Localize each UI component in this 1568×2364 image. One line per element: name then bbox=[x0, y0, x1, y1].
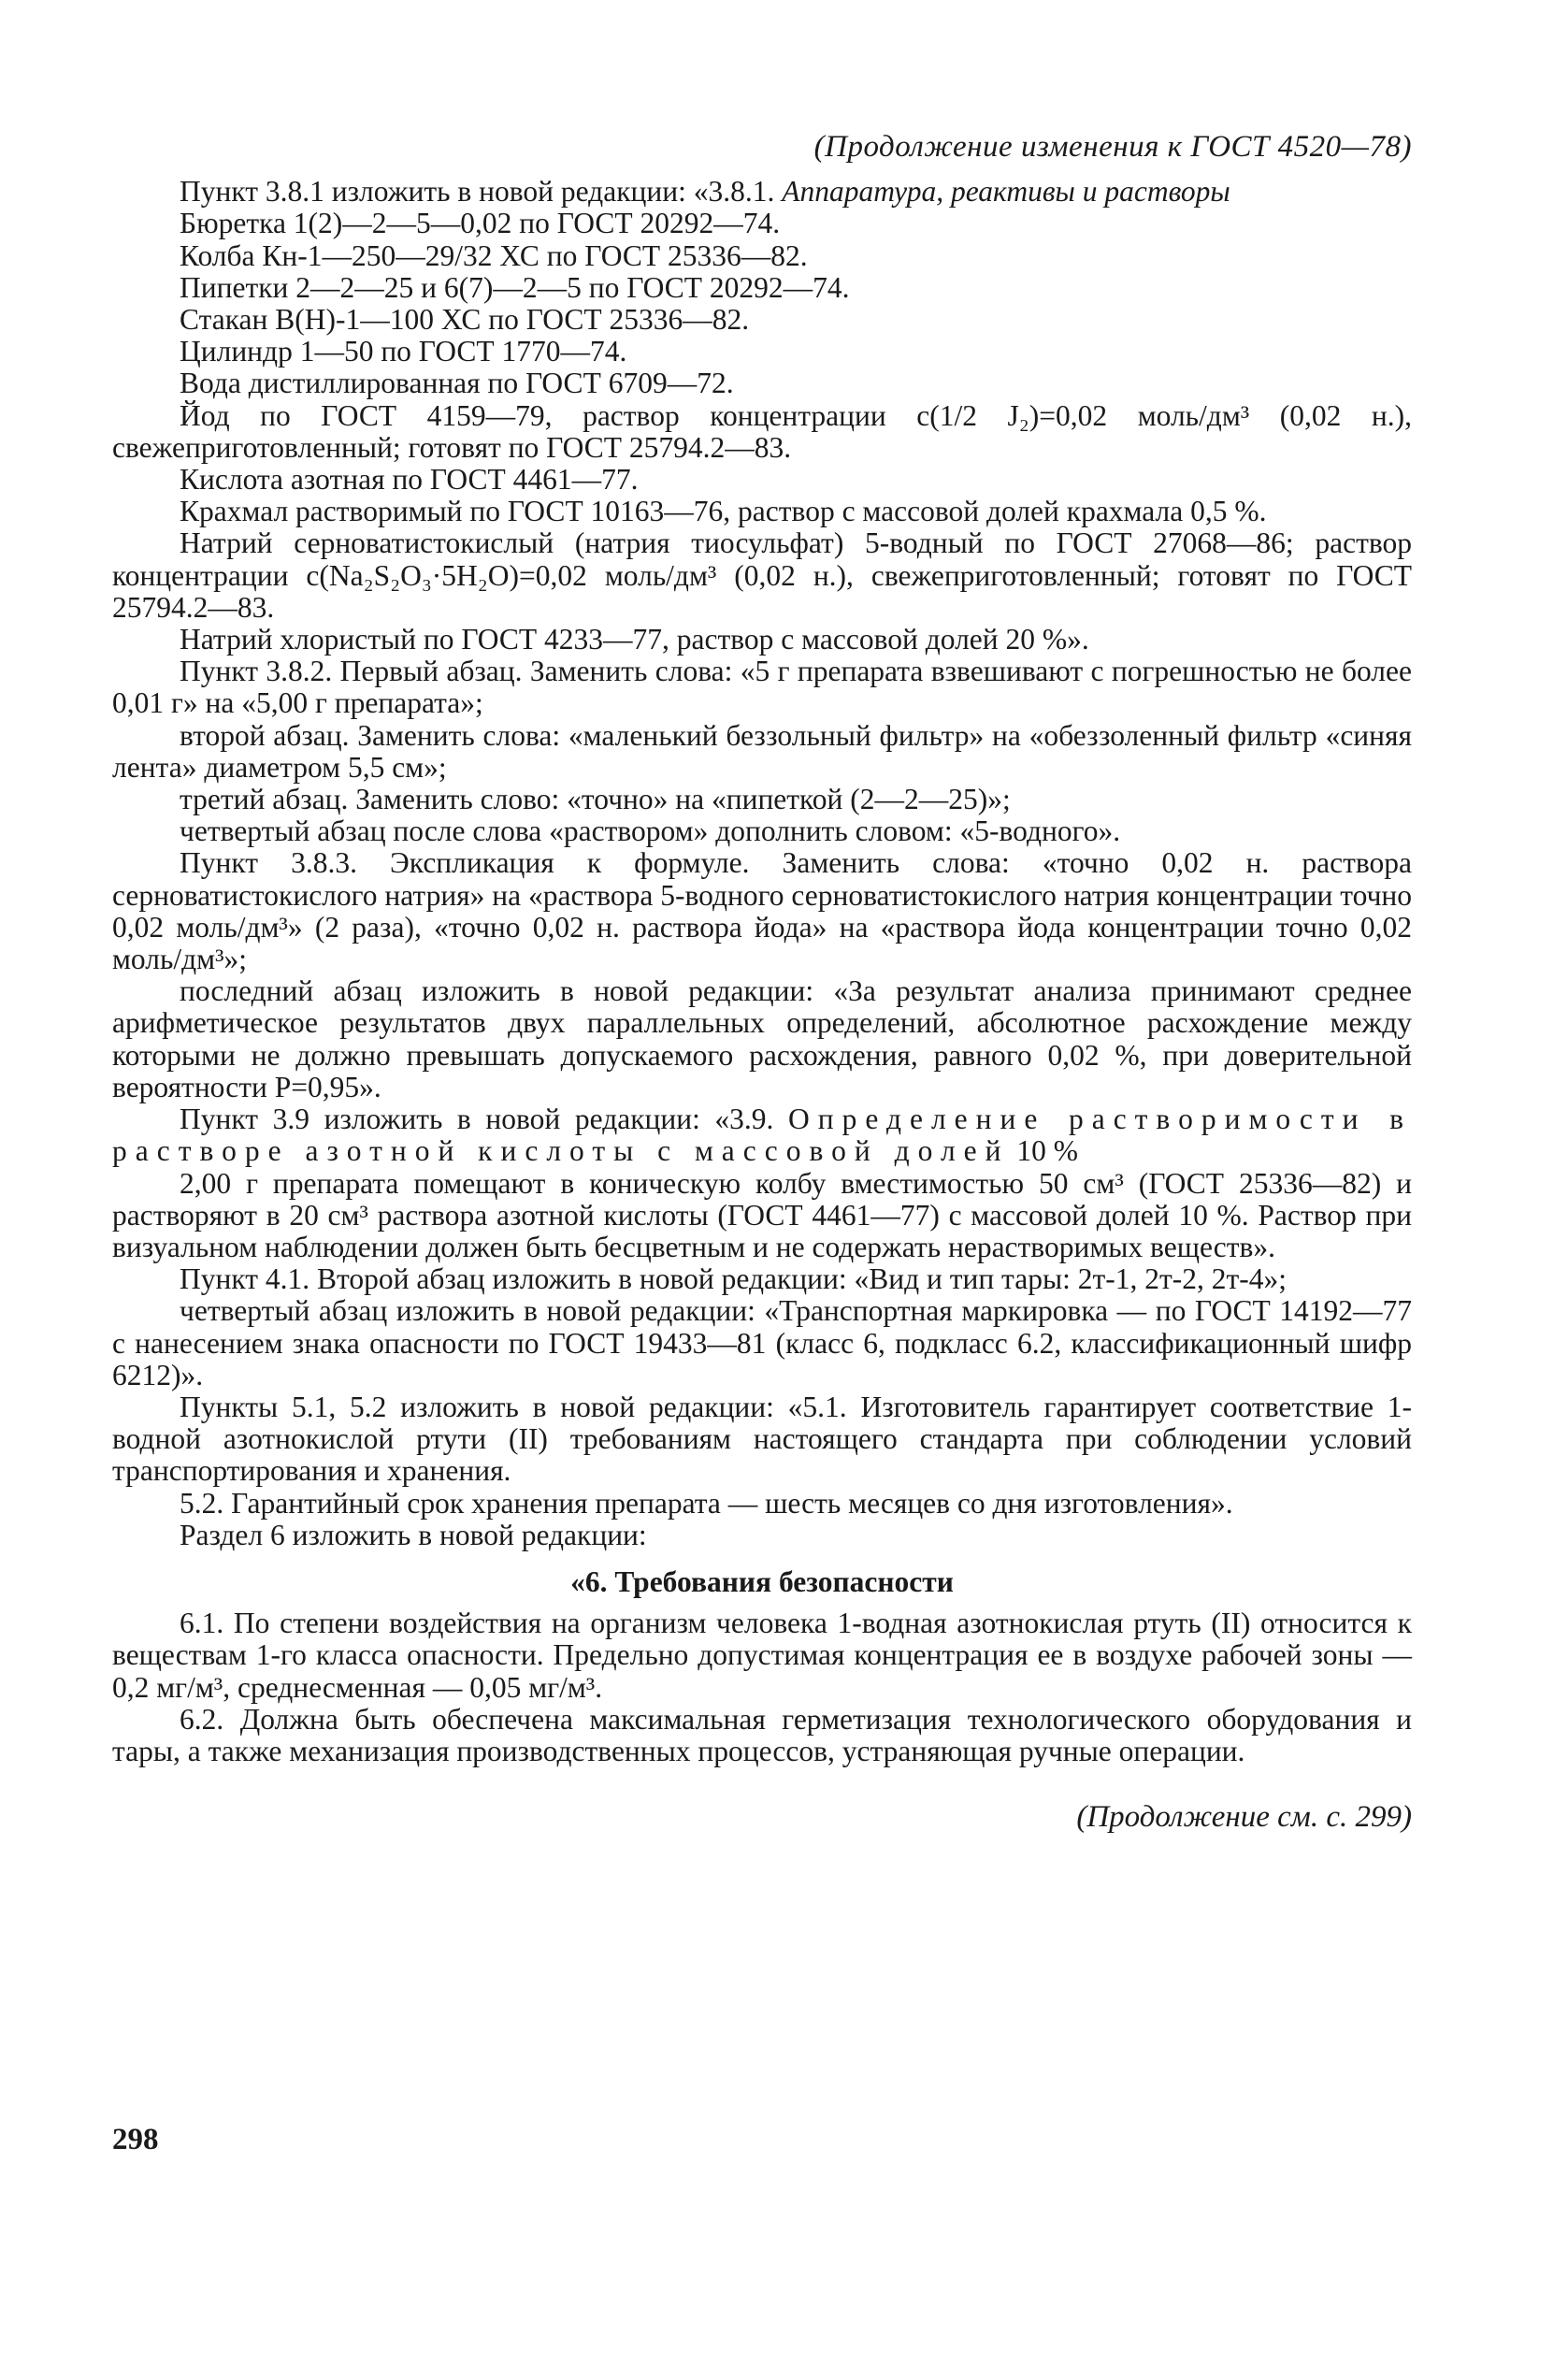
clause-3-8-2-second: второй абзац. Заменить слова: «маленький беззольный фильтр» на «обеззоленный фильтр «синяя лента» диаметром 5,5 см»; bbox=[112, 718, 1412, 784]
apparatus-item: Пипетки 2—2—25 и 6(7)—2—5 по ГОСТ 20292—74. bbox=[180, 270, 850, 304]
clause-4-1-fourth: четвертый абзац изложить в новой редакции: «Транспортная маркировка — по ГОСТ 14192—77 с нанесением знака опасности по ГОСТ 19433—81 (класс 6, подкласс 6.2, классификационный шифр 6212)». bbox=[112, 1294, 1412, 1391]
reagent-nitric-acid: Кислота азотная по ГОСТ 4461—77. bbox=[180, 463, 639, 497]
clause-3-9-percent: 10 % bbox=[1009, 1134, 1079, 1168]
reagent-starch: Крахмал растворимый по ГОСТ 10163—76, раствор с массовой долей крахмала 0,5 %. bbox=[180, 495, 1267, 528]
apparatus-item: Бюретка 1(2)—2—5—0,02 по ГОСТ 20292—74. bbox=[180, 207, 781, 240]
document-page bbox=[112, 131, 1412, 1833]
clause-3-8-3-last: последний абзац изложить в новой редакции: «За результат анализа принимают среднее арифметическое результатов двух параллельных определений, абсолютное расхождение между которыми не должно превышать допускаемого расхождения, равного 0,02 %, при доверительной вероятности P=0,95». bbox=[112, 974, 1412, 1103]
clause-5-2: 5.2. Гарантийный срок хранения препарата — шесть месяцев со дня изготовления». bbox=[180, 1486, 1233, 1520]
clause-3-8-2-third: третий абзац. Заменить слово: «точно» на «пипеткой (2—2—25)»; bbox=[180, 783, 1011, 816]
page-number: 298 bbox=[112, 2123, 159, 2156]
clause-3-8-3: Пункт 3.8.3. Экспликация к формуле. Заменить слова: «точно 0,02 н. раствора серноватистокислого натрия» на «раствора 5-водного серноватистокислого натрия концентрации точно 0,02 моль/дм³» (2 раза), «точно 0,02 н. раствора йода» на «раствора йода концентрации точно 0,02 моль/дм³»; bbox=[112, 846, 1413, 976]
clause-3-8-1 bbox=[112, 176, 1412, 208]
continuation-footer: (Продолжение см. с. 299) bbox=[1076, 1800, 1412, 1835]
clause-3-9 bbox=[112, 1103, 1412, 1167]
clause-4-1: Пункт 4.1. Второй абзац изложить в новой редакции: «Вид и тип тары: 2т-1, 2т-2, 2т-4»; bbox=[180, 1262, 1287, 1296]
reagent-sodium-chloride: Натрий хлористый по ГОСТ 4233—77, раствор с массовой долей 20 %». bbox=[180, 623, 1089, 656]
clause-3-8-1-title: Аппаратура, реактивы и растворы bbox=[782, 175, 1230, 209]
clause-3-9-text: Пункт 3.9 изложить в новой редакции: «3.9. bbox=[180, 1103, 789, 1136]
reagent-iodine: Йод по ГОСТ 4159—79, раствор концентрации c(1/2 J₂)=0,02 моль/дм³ (0,02 н.), свежеприготовленный; готовят по ГОСТ 25794.2—83. bbox=[112, 398, 1412, 464]
continuation-header: (Продолжение изменения к ГОСТ 4520—78) bbox=[813, 130, 1412, 164]
section-6-heading: «6. Требования безопасности bbox=[570, 1564, 954, 1598]
clause-3-8-2-fourth: четвертый абзац после слова «раствором» дополнить словом: «5-водного». bbox=[180, 814, 1121, 848]
clause-5-1: Пункты 5.1, 5.2 изложить в новой редакции: «5.1. Изготовитель гарантирует соответствие 1-водной азотнокислой ртути (II) требованиям настоящего стандарта при соблюдении условий транспортирования и хранения. bbox=[112, 1390, 1412, 1488]
apparatus-item: Цилиндр 1—50 по ГОСТ 1770—74. bbox=[180, 335, 627, 368]
clause-3-9-title: Определение растворимости в растворе азотной кислоты с массовой долей bbox=[112, 1103, 1412, 1168]
section-6-intro: Раздел 6 изложить в новой редакции: bbox=[180, 1518, 647, 1551]
clause-3-8-2: Пункт 3.8.2. Первый абзац. Заменить слова: «5 г препарата взвешивают с погрешностью не более 0,01 г» на «5,00 г препарата»; bbox=[112, 655, 1412, 720]
apparatus-item: Вода дистиллированная по ГОСТ 6709—72. bbox=[180, 367, 734, 400]
apparatus-item: Стакан В(Н)-1—100 ХС по ГОСТ 25336—82. bbox=[180, 303, 750, 337]
reagent-thiosulfate: Натрий серноватистокислый (натрия тиосульфат) 5-водный по ГОСТ 27068—86; раствор концентрации c(Na₂S₂O₃·5H₂O)=0,02 моль/дм³ (0,02 н.), свежеприготовленный; готовят по ГОСТ 25794.2—83. bbox=[112, 526, 1412, 624]
clause-6-2: 6.2. Должна быть обеспечена максимальная герметизация технологического оборудования и тары, а также механизация производственных процессов, устраняющая ручные операции. bbox=[112, 1702, 1412, 1767]
clause-3-9-body: 2,00 г препарата помещают в коническую колбу вместимостью 50 см³ (ГОСТ 25336—82) и растворяют в 20 см³ раствора азотной кислоты (ГОСТ 4461—77) с массовой долей 10 %. Раствор при визуальном наблюдении должен быть бесцветным и не содержать нерастворимых веществ». bbox=[112, 1166, 1412, 1263]
clause-6-1: 6.1. По степени воздействия на организм человека 1-водная азотнокислая ртуть (II) относится к веществам 1-го класса опасности. Предельно допустимая концентрация ее в воздухе рабочей зоны — 0,2 мг/м³, среднесменная — 0,05 мг/м³. bbox=[112, 1607, 1412, 1704]
clause-3-8-1-text: Пункт 3.8.1 изложить в новой редакции: «3.8.1. bbox=[180, 175, 783, 209]
apparatus-item: Колба Кн-1—250—29/32 ХС по ГОСТ 25336—82. bbox=[180, 238, 808, 272]
